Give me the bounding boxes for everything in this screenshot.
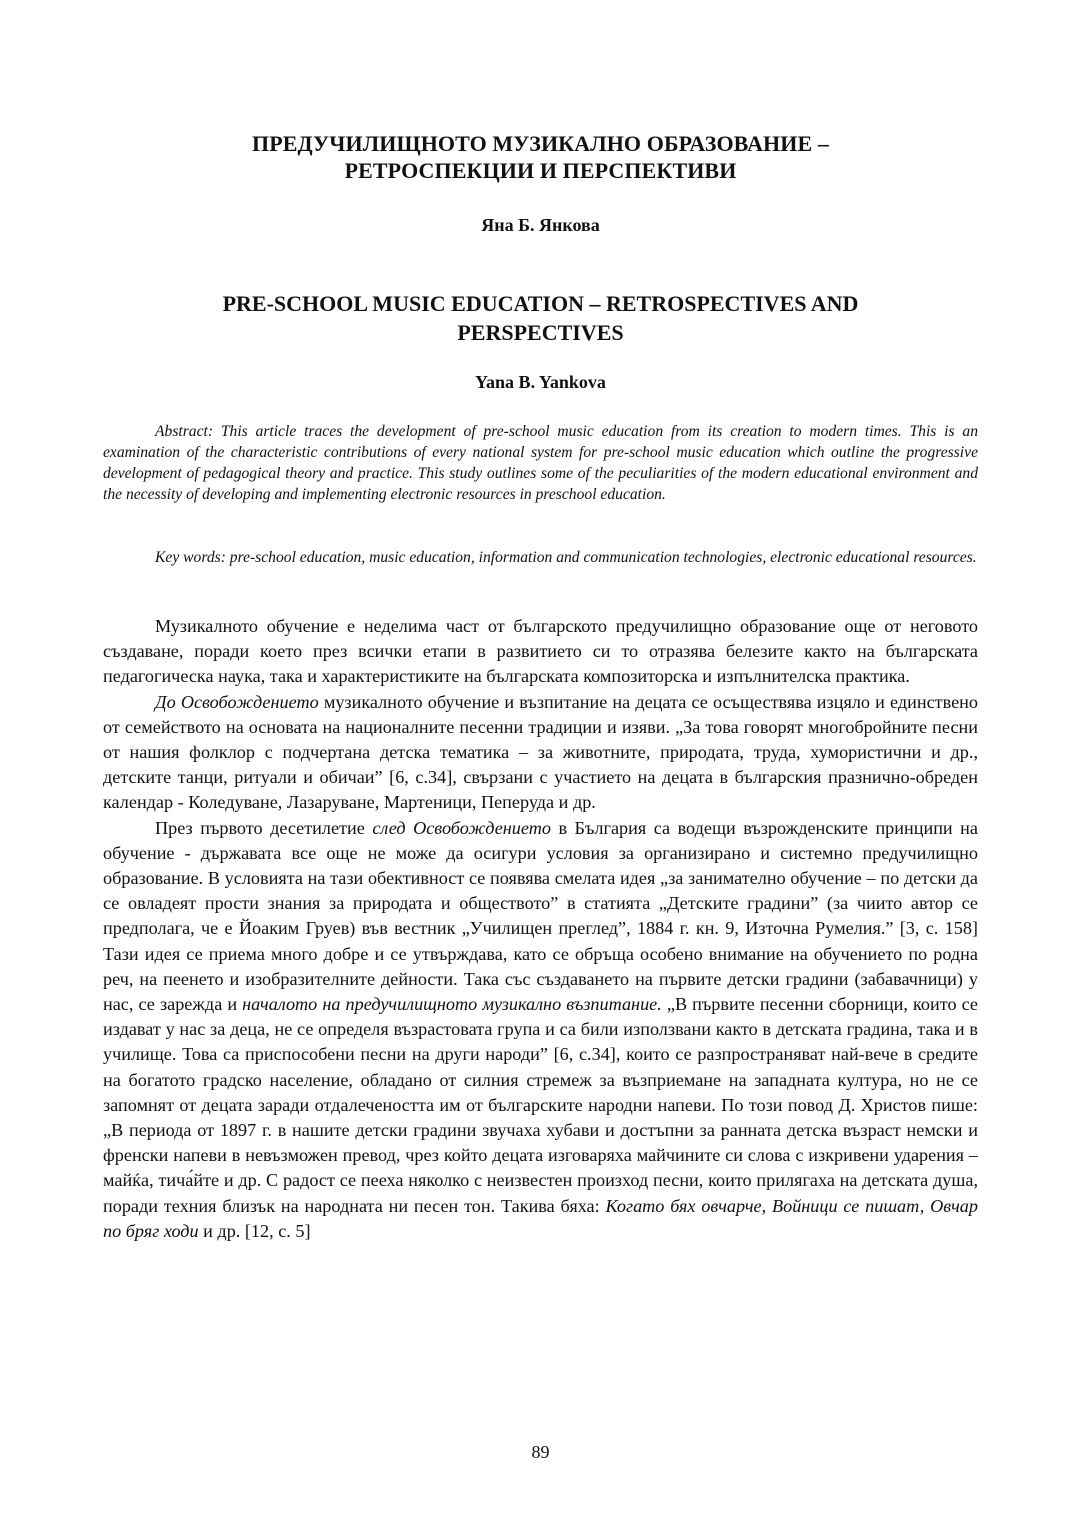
title-en-line-2: PERSPECTIVES xyxy=(457,320,624,345)
body-text xyxy=(103,614,978,1244)
title-bg-line-1: ПРЕДУЧИЛИЩНОТО МУЗИКАЛНО ОБРАЗОВАНИЕ – xyxy=(252,131,829,156)
paragraph-2-emphasis: До Освобождението xyxy=(155,691,319,712)
title-english xyxy=(103,289,978,347)
author-english: Yana B. Yankova xyxy=(475,372,606,392)
paragraph-3-emphasis-1: след Освобождението xyxy=(372,817,551,838)
title-bulgarian xyxy=(103,130,978,184)
paragraph-3 xyxy=(103,816,978,1244)
paragraph-3-text-d: и др. [12, с. 5] xyxy=(198,1220,311,1241)
author-bulgarian: Яна Б. Янкова xyxy=(481,215,600,235)
document-page xyxy=(103,0,978,1528)
paragraph-3-text-a: През първото десетилетие xyxy=(155,817,373,838)
paragraph-3-text-c: „В първите песенни сборници, които се издават у нас за деца, не се определя възрастовата група и са били използвани както в детската градина, така и в училище. Това са приспособени песни на други народи” [6, с.34], които се разпространяват най-вече в средите на богатото градско население, обладано от силния стремеж за възприемане на западната култура, но не се запомнят от децата заради отдалечеността им от българските народни напеви. По този повод Д. Христов пише: „В периода от 1897 г. в нашите детски градини звучаха хубави и достъпни за ранната детска възраст немски и френски напеви в невъзможен превод, чрез който децата изговаряха майчините си слова с изкривени ударения – майќа, тича́йте и др. С радост се пееха няколко с неизвестен произход песни, които прилягаха на детската душа, поради техния близък на народната ни песен тон. Такива бяха: xyxy=(103,994,978,1216)
page-number: 89 xyxy=(531,1442,550,1462)
paragraph-1: Музикалното обучение е неделима част от българското предучилищно образование още от неговото създаване, поради което през всички етапи в развитието си то отразява белезите както на българската педагогическа наука, така и характеристиките на българската композиторска и изпълнителска практика. xyxy=(103,616,978,687)
paragraph-3-emphasis-3: Когато бях овчарче, Войници се пишат, Овчар по бряг ходи xyxy=(103,1195,978,1241)
paragraph-2 xyxy=(103,690,978,816)
paragraph-3-emphasis-2: началото на предучилищното музикално възпитание. xyxy=(242,994,662,1015)
keywords: Key words: pre-school education, music education, information and communication technologies, electronic educational resources. xyxy=(155,549,977,566)
title-en-line-1: PRE-SCHOOL MUSIC EDUCATION – RETROSPECTIVES AND xyxy=(222,291,859,316)
paragraph-2-text: музикалното обучение и възпитание на децата се осъществява изцяло и единствено от семейството на основата на националните песенни традиции и изяви. „За това говорят многобройните песни от нашия фолклор с подчертана детска тематика – за животните, природата, труда, хумористични и др., детските танци, ритуали и обичаи” [6, с.34], свързани с участието на децата в българския празнично-обреден календар - Коледуване, Лазаруване, Мартеници, Пеперуда и др. xyxy=(103,691,978,813)
title-bg-line-2: РЕТРОСПЕКЦИИ И ПЕРСПЕКТИВИ xyxy=(344,158,737,183)
paragraph-3-text-b: в България са водещи възрожденските принципи на обучение - държавата все още не може да осигури условия за организирано и системно предучилищно образование. В условията на тази обективност се появява смелата идея „за занимателно обучение – по детски да се овладеят прости знания за природата и обществото” в статията „Детските градини” (за чиито автор се предполага, че е Йоаким Груев) във вестник „Училищен преглед”, 1884 г. кн. 9, Източна Румелия.” [3, с. 158] Тази идея се приема много добре и се утвърждава, като се обръща особено внимание на обучението по родна реч, на пеенето и изобразителните дейности. Така със създаването на първите детски градини (забавачници) у нас, се зарежда и xyxy=(103,817,978,1015)
abstract: Abstract: This article traces the development of pre-school music education from its creation to modern times. This is an examination of the characteristic contributions of every national system for pre-school music education which outline the progressive development of pedagogical theory and practice. This study outlines some of the peculiarities of the modern educational environment and the necessity of developing and implementing electronic resources in preschool education. xyxy=(103,423,978,503)
